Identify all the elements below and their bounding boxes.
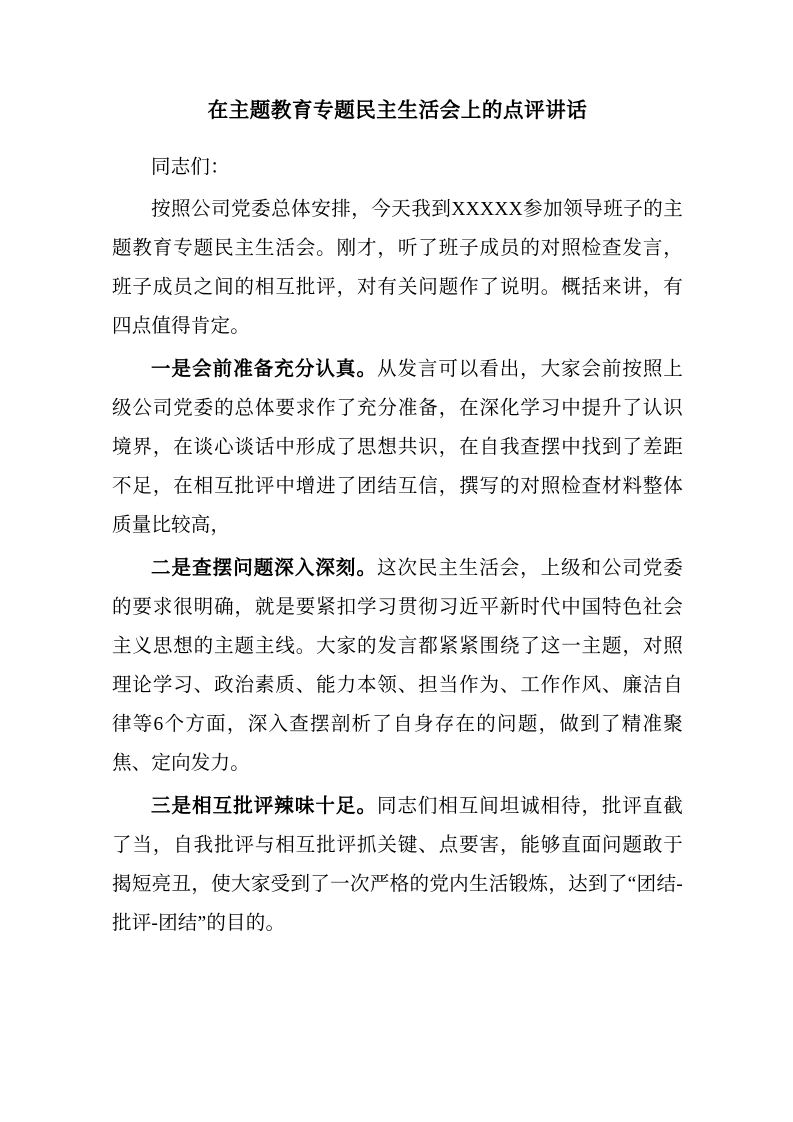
paragraph-opening	[112, 190, 683, 346]
paragraph-lead: 一是会前准备充分认真。	[151, 356, 378, 380]
paragraph-text: 这次民主生活会，上级和公司党委的要求很明确，就是要紧扣学习贯彻习近平新时代中国特色社会主义思想的主题主线。大家的发言都紧紧围绕了这一主题，对照理论学习、政治素质、能力本领、担当作为、工作作风、廉洁自律等6个方面，深入查摆剖析了自身存在的问题，做到了精准聚焦、定向发力。	[112, 557, 683, 774]
paragraph-text: 按照公司党委总体安排，今天我到XXXXX参加领导班子的主题教育专题民主生活会。刚才，听了班子成员的对照检查发言，班子成员之间的相互批评，对有关问题作了说明。概括来讲，有四点值得肯定。	[112, 198, 683, 337]
page-title: 在主题教育专题民主生活会上的点评讲话	[207, 98, 588, 122]
paragraph-point-three	[112, 786, 683, 943]
paragraph-lead: 三是相互批评辣味十足。	[151, 793, 378, 817]
paragraph-lead: 二是查摆问题深入深刻。	[151, 555, 378, 579]
paragraph-text: 从发言可以看出，大家会前按照上级公司党委的总体要求作了充分准备，在深化学习中提升了认识境界，在谈心谈话中形成了思想共识，在自我查摆中找到了差距不足，在相互批评中增进了团结互信，撰写的对照检查材料整体质量比较高，	[112, 358, 683, 536]
paragraph-point-one	[112, 349, 683, 545]
paragraph-text: 同志们相互间坦诚相待，批评直截了当，自我批评与相互批评抓关键、点要害，能够直面问题敢于揭短亮丑，使大家受到了一次严格的党内生活锻炼，达到了“团结-批评-团结”的目的。	[112, 795, 683, 934]
paragraph-text: 同志们：	[151, 156, 230, 178]
paragraph-salutation	[112, 148, 683, 187]
paragraph-point-two	[112, 548, 683, 783]
